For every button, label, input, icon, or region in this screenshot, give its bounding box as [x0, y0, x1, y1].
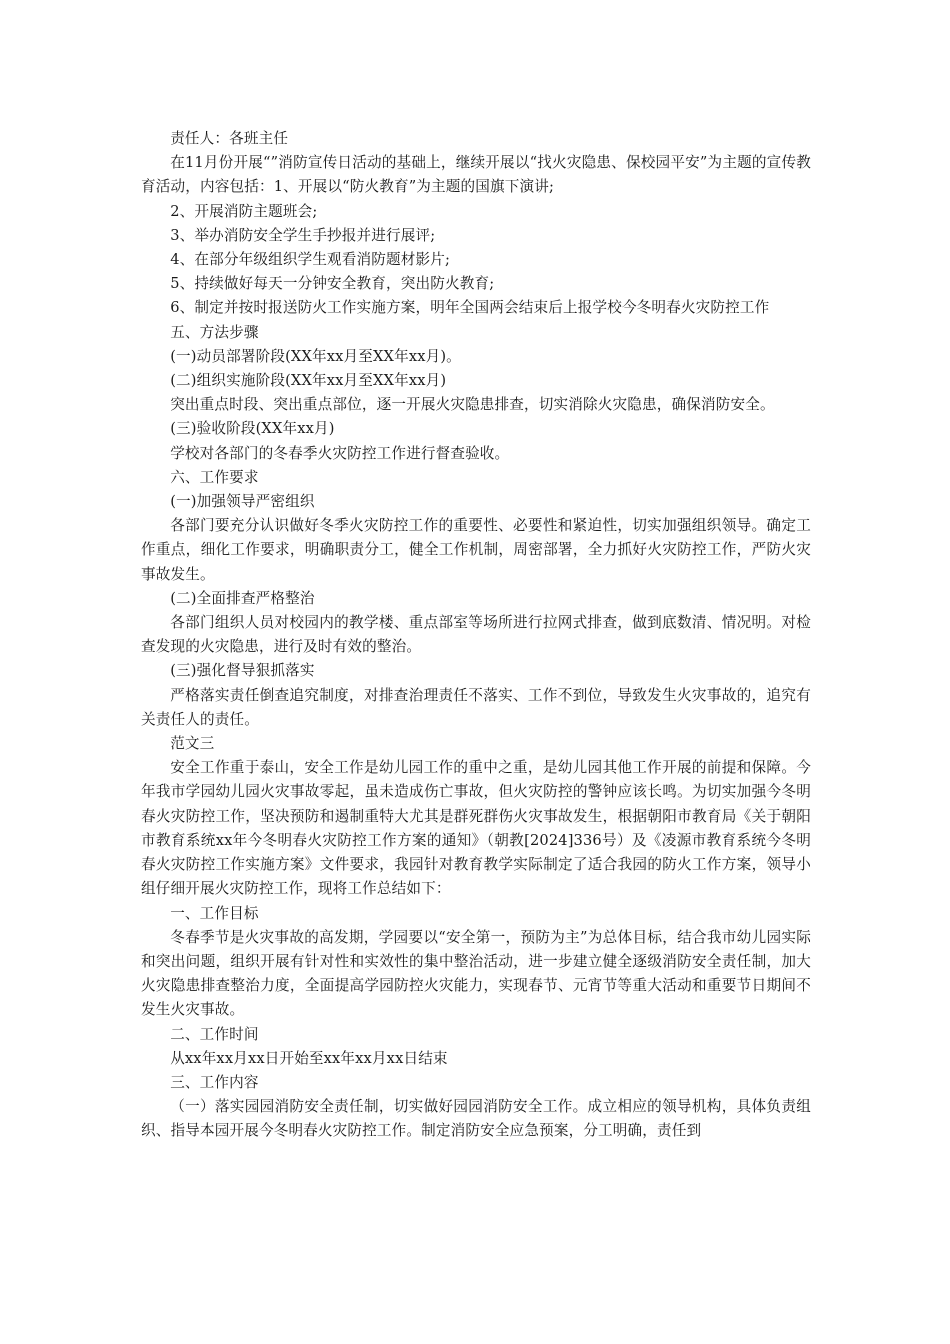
section-heading-content: 三、工作内容: [170, 1073, 259, 1091]
list-item: 3、举办消防安全学生手抄报并进行展评;: [170, 226, 436, 244]
subheading-mobilization: (一)动员部署阶段(XX年xx月至XX年xx月)。: [170, 347, 461, 365]
paragraph-time: 从xx年xx月xx日开始至xx年xx月xx日结束: [170, 1049, 448, 1067]
document-body: [141, 127, 811, 1144]
section-heading-requirements: 六、工作要求: [170, 468, 259, 486]
paragraph-goals: 冬春季节是火灾事故的高发期，学园要以“安全第一，预防为主”为总体目标，结合我市幼儿园实际和突出问题，组织开展有针对性和实效性的集中整治活动，进一步建立健全逐级消防安全责任制，加大火灾隐患排查整治力度，全面提高学园防控火灾能力，实现春节、元宵节等重大活动和重要节日期间不发生火灾事故。: [141, 928, 811, 1019]
section-heading-time: 二、工作时间: [170, 1025, 259, 1043]
sample-heading: 范文三: [170, 735, 215, 753]
paragraph-inspection: 各部门组织人员对校园内的教学楼、重点部室等场所进行拉网式排查，做到底数清、情况明。对检查发现的火灾隐患，进行及时有效的整治。: [141, 614, 811, 656]
section-heading-methods: 五、方法步骤: [170, 323, 259, 341]
subheading-implementation: (二)组织实施阶段(XX年xx月至XX年xx月): [170, 372, 447, 390]
subheading-supervision: (三)强化督导狠抓落实: [170, 662, 315, 680]
section-heading-goals: 一、工作目标: [170, 904, 259, 922]
list-item: 4、在部分年级组织学生观看消防题材影片;: [170, 251, 451, 269]
paragraph-kindergarten-intro: 安全工作重于泰山，安全工作是幼儿园工作的重中之重，是幼儿园其他工作开展的前提和保障。今年我市学园幼儿园火灾事故零起，虽未造成伤亡事故，但火灾防控的警钟应该长鸣。为切实加强今冬明春火灾防控工作，坚决预防和遏制重特大尤其是群死群伤火灾事故发生，根据朝阳市教育局《关于朝阳市教育系统xx年今冬明春火灾防控工作方案的通知》（朝教[2024]336号）及《凌源市教育系统今冬明春火灾防控工作实施方案》文件要求，我园针对教育教学实际制定了适合我园的防火工作方案，领导小组仔细开展火灾防控工作，现将工作总结如下：: [141, 759, 811, 898]
list-item: 2、开展消防主题班会;: [170, 202, 318, 220]
paragraph-supervision: 严格落实责任倒查追究制度，对排查治理责任不落实、工作不到位，导致发生火灾事故的，追究有关责任人的责任。: [141, 686, 811, 728]
paragraph-responsible-person: 责任人：各班主任: [170, 130, 289, 147]
paragraph-leadership: 各部门要充分认识做好冬季火灾防控工作的重要性、必要性和紧迫性，切实加强组织领导。确定工作重点，细化工作要求，明确职责分工，健全工作机制，周密部署，全力抓好火灾防控工作，严防火灾事故发生。: [141, 517, 811, 583]
paragraph-implementation: 突出重点时段、突出重点部位，逐一开展火灾隐患排查，切实消除火灾隐患，确保消防安全。: [170, 396, 775, 414]
subheading-inspection: (二)全面排查严格整治: [170, 589, 315, 607]
subheading-acceptance: (三)验收阶段(XX年xx月): [170, 420, 335, 438]
list-item: 6、制定并按时报送防火工作实施方案，明年全国两会结束后上报学校今冬明春火灾防控工作: [170, 299, 770, 317]
list-item: 5、持续做好每天一分钟安全教育，突出防火教育;: [170, 275, 495, 293]
paragraph-publicity-activity: 在11月份开展“”消防宣传日活动的基础上，继续开展以“找火灾隐患、保校园平安”为主题的宣传教育活动，内容包括：1、开展以“防火教育”为主题的国旗下演讲;: [141, 154, 811, 196]
paragraph-content: （一）落实园园消防安全责任制，切实做好园园消防安全工作。成立相应的领导机构，具体负责组织、指导本园开展今冬明春火灾防控工作。制定消防安全应急预案，分工明确，责任到: [141, 1098, 811, 1140]
subheading-leadership: (一)加强领导严密组织: [170, 493, 315, 511]
paragraph-acceptance: 学校对各部门的冬春季火灾防控工作进行督查验收。: [170, 444, 510, 462]
